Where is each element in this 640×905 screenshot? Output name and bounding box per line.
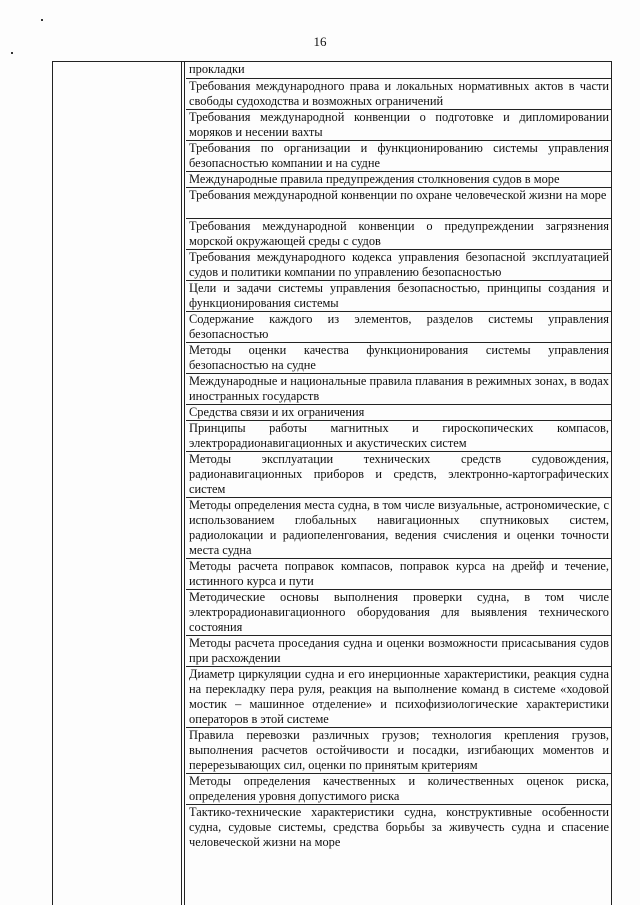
table-row: Требования международной конвенции о подготовке и дипломировании моряков и несении вахты bbox=[186, 110, 611, 141]
table-row: Тактико-технические характеристики судна, конструктивные особенности судна, судовые системы, средства борьбы за живучесть судна и спасение человеческой жизни на море bbox=[189, 805, 609, 849]
table-row: Методы расчета проседания судна и оценки возможности присасывания судов при расхождении bbox=[186, 636, 611, 667]
table-row: Методические основы выполнения проверки судна, в том числе электрорадионавигационного оборудования для выявления технического состояния bbox=[186, 590, 611, 636]
table-row: Требования по организации и функционированию системы управления безопасностью компании и на судне bbox=[186, 141, 611, 172]
table-row: Правила перевозки различных грузов; технология крепления грузов, выполнения расчетов остойчивости и посадки, изгибающих моментов и перерезывающих сил, оценки по принятым критериям bbox=[186, 728, 611, 774]
table-row: Требования международной конвенции о предупреждении загрязнения морской окружающей среды с судов bbox=[186, 219, 611, 250]
scan-speck bbox=[11, 52, 13, 54]
table-row: Методы расчета поправок компасов, поправок курса на дрейф и течение, истинного курса и пути bbox=[186, 559, 611, 590]
scan-speck bbox=[41, 19, 43, 21]
table-rows bbox=[186, 62, 611, 851]
table-row: Содержание каждого из элементов, разделов системы управления безопасностью bbox=[186, 312, 611, 343]
table-row: Цели и задачи системы управления безопасностью, принципы создания и функционирования системы bbox=[186, 281, 611, 312]
table-row: Международные правила предупреждения столкновения судов в море bbox=[186, 172, 611, 188]
table-row: Требования международного права и локальных нормативных актов в части свободы судоходства и возможных ограничений bbox=[186, 79, 611, 110]
table-row: прокладки bbox=[186, 62, 611, 79]
requirements-table bbox=[52, 61, 612, 905]
table-row: Требования международной конвенции по охране человеческой жизни на море bbox=[186, 188, 611, 219]
table-row: Диаметр циркуляции судна и его инерционные характеристики, реакция судна на перекладку пера руля, реакция на выполнение команд в системе «ходовой мостик – машинное отделение» и психофизиологические характеристики операторов в этой системе bbox=[186, 667, 611, 728]
table-row: Методы определения качественных и количественных оценок риска, определения уровня допустимого риска bbox=[186, 774, 611, 805]
table-row: Методы оценки качества функционирования системы управления безопасностью на судне bbox=[186, 343, 611, 374]
table-row: Принципы работы магнитных и гироскопических компасов, электрорадионавигационных и акустических систем bbox=[186, 421, 611, 452]
page-number: 16 bbox=[313, 34, 327, 49]
table-row: Методы определения места судна, в том числе визуальные, астрономические, с использованием глобальных навигационных спутниковых систем, радиолокации и радиопеленгования, ведения счисления и оценки точности места судна bbox=[186, 498, 611, 559]
table-column-empty-1 bbox=[53, 62, 182, 905]
table-column-empty-2 bbox=[182, 62, 185, 905]
table-row: Методы эксплуатации технических средств судовождения, радионавигационных приборов и средств, электронно-картографических систем bbox=[186, 452, 611, 498]
table-row: Требования международного кодекса управления безопасной эксплуатацией судов и политики компании по управлению безопасностью bbox=[186, 250, 611, 281]
table-row: Средства связи и их ограничения bbox=[186, 405, 611, 421]
table-row: Международные и национальные правила плавания в режимных зонах, в водах иностранных государств bbox=[186, 374, 611, 405]
